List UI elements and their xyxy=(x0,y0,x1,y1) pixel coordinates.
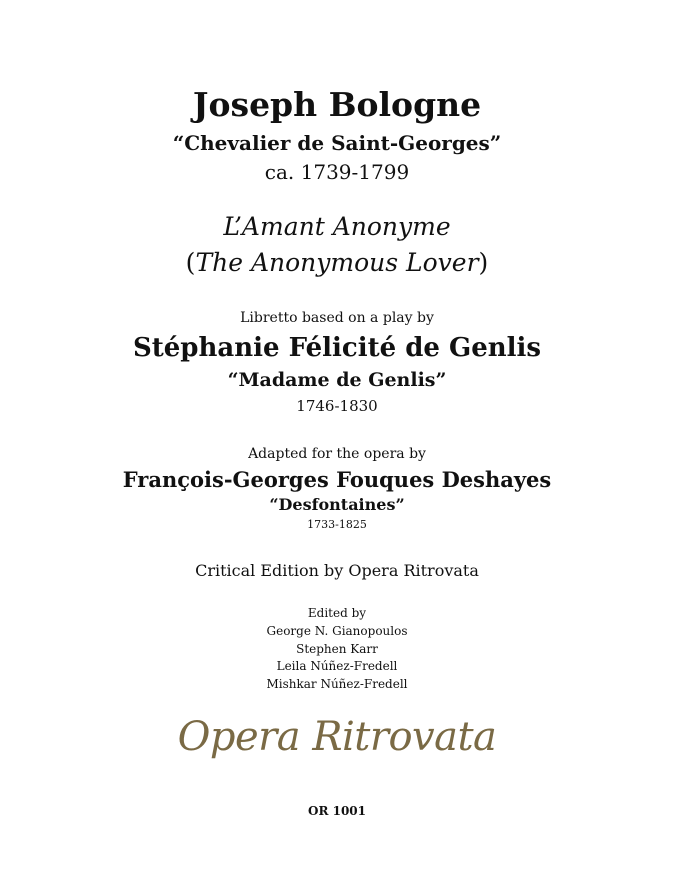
paren-open: ( xyxy=(185,248,196,277)
librettist-dates: 1746-1830 xyxy=(296,397,378,415)
editor-name: Mishkar Núñez-Fredell xyxy=(266,677,408,691)
opera-title-english-text: The Anonymous Lover xyxy=(195,248,479,277)
editor-name: Leila Núñez-Fredell xyxy=(276,659,398,673)
editor-name: Stephen Karr xyxy=(296,642,378,656)
edited-by-label: Edited by xyxy=(307,606,367,620)
adapted-label: Adapted for the opera by xyxy=(248,446,426,462)
composer-dates: ca. 1739-1799 xyxy=(264,160,410,184)
paren-close: ) xyxy=(478,248,489,277)
librettist-name: Stéphanie Félicité de Genlis xyxy=(132,333,542,363)
librettist-alias: “Madame de Genlis” xyxy=(227,369,447,391)
composer-alias: “Chevalier de Saint-Georges” xyxy=(172,131,502,155)
composer-name: Joseph Bologne xyxy=(192,85,482,124)
opera-title-french: L’Amant Anonyme xyxy=(223,212,451,241)
publisher-logo: Opera Ritrovata xyxy=(177,714,497,760)
adapter-name: François-Georges Fouques Deshayes xyxy=(122,467,552,492)
critical-edition-line: Critical Edition by Opera Ritrovata xyxy=(195,561,479,580)
adapter-alias: “Desfontaines” xyxy=(269,495,405,514)
opera-title-english xyxy=(0,250,674,275)
adapter-dates: 1733-1825 xyxy=(307,518,367,531)
libretto-label: Libretto based on a play by xyxy=(240,310,434,326)
catalog-number: OR 1001 xyxy=(307,804,366,818)
editor-name: George N. Gianopoulos xyxy=(266,624,408,638)
